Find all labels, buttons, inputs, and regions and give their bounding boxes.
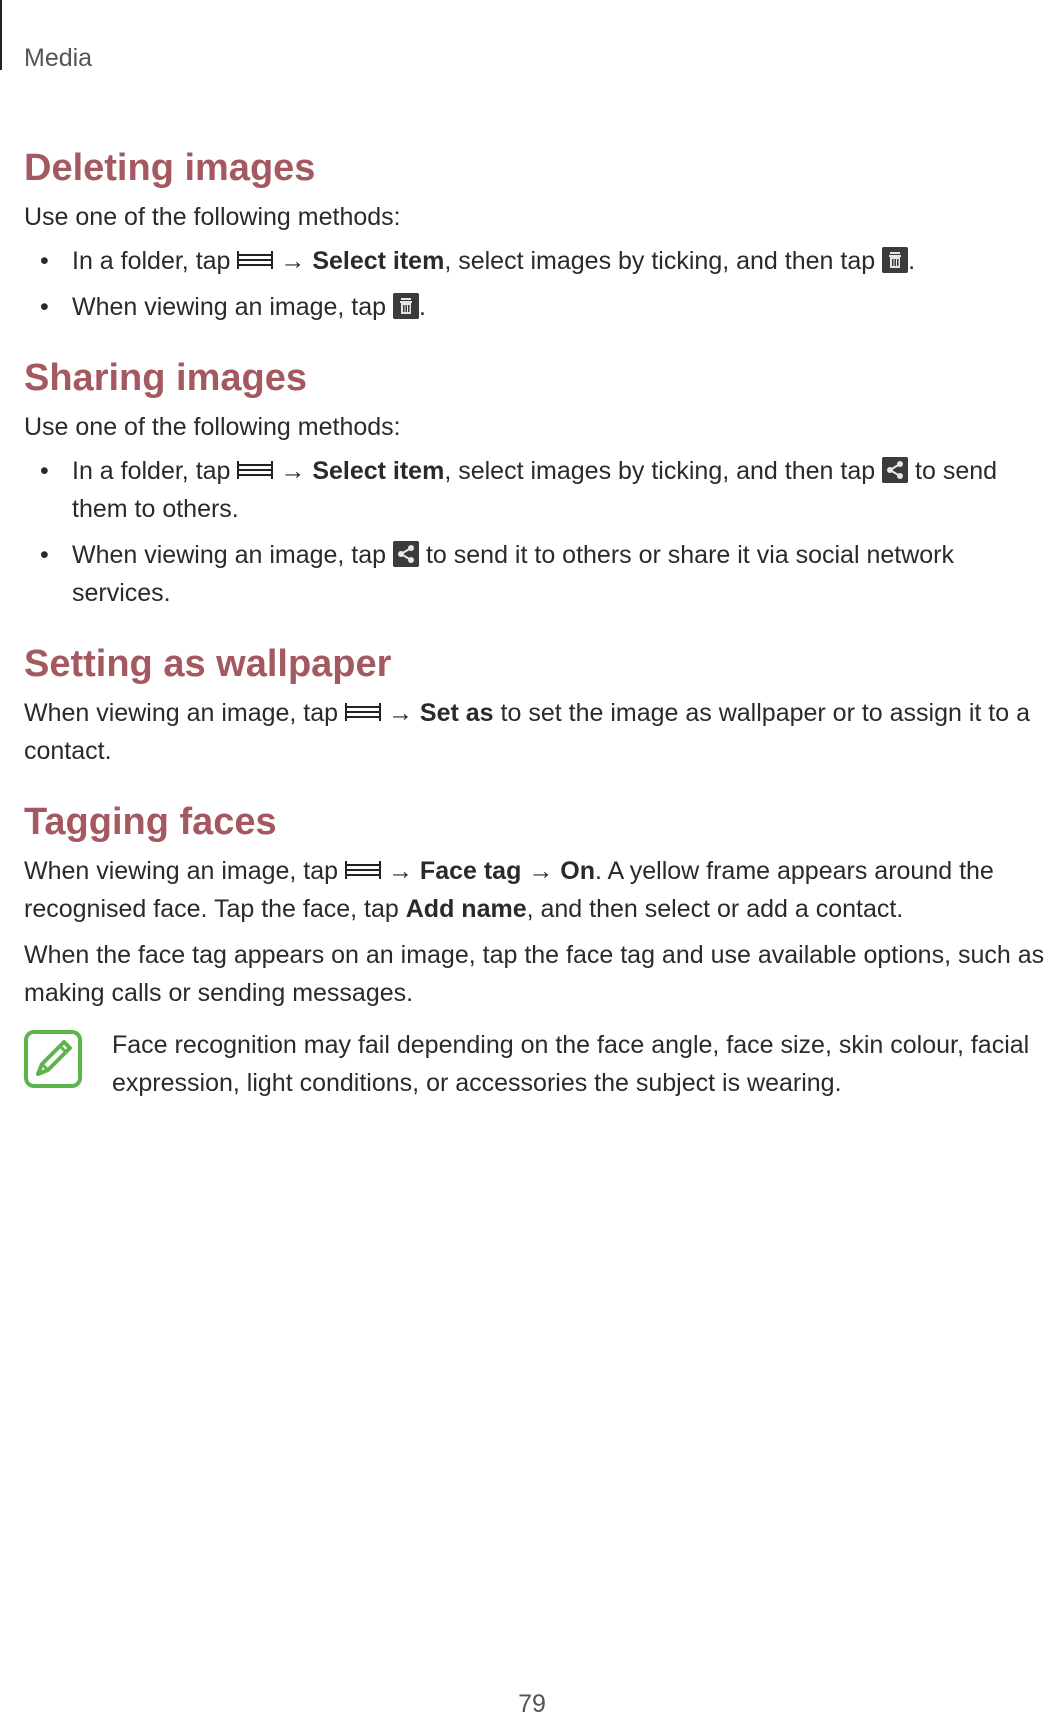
list-item: • In a folder, tap → Select item, select images by ticking, and then tap to send them to others. bbox=[40, 457, 998, 523]
menu-icon bbox=[237, 249, 273, 271]
sharing-methods-list bbox=[24, 452, 1054, 612]
on-label: On bbox=[560, 857, 595, 885]
list-item: • When viewing an image, tap . bbox=[40, 293, 426, 321]
share-icon bbox=[393, 541, 419, 567]
list-item: • In a folder, tap → Select item, select images by ticking, and then tap . bbox=[40, 247, 916, 275]
wallpaper-paragraph: When viewing an image, tap → Set as to set the image as wallpaper or to assign it to a contact. bbox=[24, 699, 1031, 765]
tagging-paragraph-2: When the face tag appears on an image, tap the face tag and use available options, such as making calls or sending messages. bbox=[24, 941, 1045, 1007]
heading-sharing-images: Sharing images bbox=[24, 357, 307, 399]
note-pencil-icon bbox=[24, 1030, 82, 1088]
trash-icon bbox=[882, 247, 908, 273]
page-content bbox=[24, 144, 1054, 1102]
add-name-label: Add name bbox=[405, 895, 527, 923]
heading-deleting-images: Deleting images bbox=[24, 147, 316, 189]
set-as-label: Set as bbox=[419, 699, 494, 727]
heading-tagging-faces: Tagging faces bbox=[24, 801, 277, 843]
select-item-label: Select item bbox=[312, 457, 445, 485]
deleting-methods-list bbox=[24, 242, 1054, 326]
select-item-label: Select item bbox=[312, 247, 445, 275]
menu-icon bbox=[345, 701, 381, 723]
list-item: • When viewing an image, tap to send it to others or share it via social network services. bbox=[40, 541, 954, 607]
note-box bbox=[24, 1026, 1054, 1102]
heading-setting-wallpaper: Setting as wallpaper bbox=[24, 643, 392, 685]
menu-icon bbox=[345, 859, 381, 881]
section-header: Media bbox=[24, 44, 93, 72]
page-number: 79 bbox=[518, 1690, 546, 1718]
page-edge-line bbox=[0, 0, 2, 70]
trash-icon bbox=[393, 293, 419, 319]
sharing-intro: Use one of the following methods: bbox=[24, 413, 401, 441]
menu-icon bbox=[237, 459, 273, 481]
face-tag-label: Face tag bbox=[419, 857, 522, 885]
deleting-intro: Use one of the following methods: bbox=[24, 203, 401, 231]
note-text: Face recognition may fail depending on the face angle, face size, skin colour, facial expression, light conditions, or accessories the subject is wearing. bbox=[112, 1031, 1030, 1097]
share-icon bbox=[882, 457, 908, 483]
tagging-paragraph-1: When viewing an image, tap → Face tag → On. A yellow frame appears around the recognised face. Tap the face, tap Add name, and then select or add a contact. bbox=[24, 857, 994, 923]
